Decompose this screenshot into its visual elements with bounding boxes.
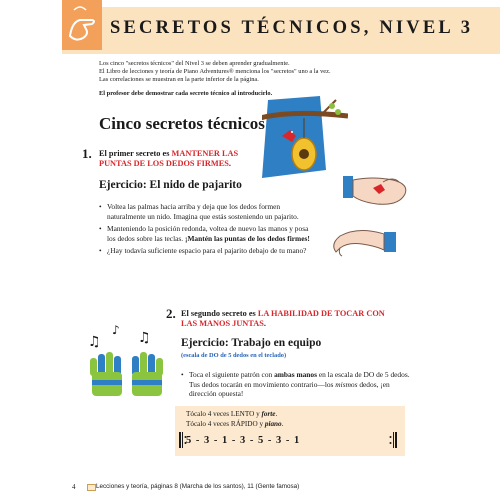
secret-statement <box>181 309 386 329</box>
bullet-dot: • <box>99 246 102 255</box>
bullet-text: en la escala de DO de 5 dedos. Tus dedos tocarán en movimiento contrario—los <box>189 370 410 389</box>
practice-line <box>186 420 283 428</box>
page-title: SECRETOS TÉCNICOS, NIVEL 3 <box>110 18 474 38</box>
page-number: 4 <box>72 483 76 491</box>
repeat-end-icon <box>388 432 398 448</box>
secret-highlight: LA HABILIDAD DE TOCAR CON LAS MANOS JUNTAS <box>181 309 385 328</box>
music-note-icon: ♫ <box>88 334 101 350</box>
exercise-subtitle: (escala de DO de 5 dedos en el teclado) <box>181 352 287 359</box>
practice-text: Tócalo 4 veces RÁPIDO y <box>186 420 265 428</box>
bullet-emphasis: ambas manos <box>274 370 317 379</box>
secret-highlight: MANTENER LAS PUNTAS DE LOS DEDOS FIRMES <box>99 149 239 168</box>
intro-line: Las correlaciones se muestran en la parte inferior de la página. <box>99 76 259 83</box>
curved-hand-illustration <box>328 222 400 262</box>
secret-number: 1. <box>82 146 92 161</box>
exercise-title: Ejercicio: El nido de pajarito <box>99 179 242 191</box>
dynamic-marking: piano <box>264 420 282 428</box>
secret-end: . <box>228 159 231 168</box>
secret-lead: El segundo secreto es <box>181 309 258 318</box>
finger-pattern: 5 - 3 - 1 - 3 - 5 - 3 - 1 <box>186 435 301 446</box>
bullet-text: ¿Hay todavía suficiente espacio para el pajarito debajo de tu mano? <box>107 246 307 255</box>
exercise-title: Ejercicio: Trabajo en equipo <box>181 337 322 349</box>
bird-nest-illustration <box>262 96 348 190</box>
bullet-text: Manteniendo la posición redonda, voltea de nuevo las manos y posa los dedos sobre las teclas. <box>107 224 309 243</box>
practice-text: Tócalo 4 veces LENTO y <box>186 410 262 418</box>
dynamic-marking: forte <box>261 410 276 418</box>
music-note-icon: ♪ <box>112 323 120 337</box>
hand-with-bird-illustration <box>343 170 413 218</box>
bullet-emphasis: ¡Mantén las puntas de los dedos firmes! <box>185 233 310 243</box>
intro-line: El Libro de lecciones y teoría de Piano Adventures® menciona los "secretos" uno a la vez. <box>99 68 331 75</box>
bullet-italic: mismos <box>335 379 358 389</box>
bullet-item <box>99 202 312 221</box>
bullet-dot: • <box>99 224 102 233</box>
section-heading: Cinco secretos técnicos <box>99 114 265 133</box>
secret-end: . <box>263 319 266 328</box>
bullet-dot: • <box>99 202 102 211</box>
practice-text: . <box>275 410 278 418</box>
bullet-item <box>99 246 322 256</box>
intro-line: Los cinco "secretos técnicos" del Nivel 3 se deben aprender gradualmente. <box>99 60 290 67</box>
pointing-hand-icon <box>62 0 102 50</box>
book-icon <box>87 484 96 491</box>
gloves-illustration <box>80 322 176 402</box>
secret-number: 2. <box>166 306 176 321</box>
bullet-text: dedos, ¡en dirección opuesta! <box>189 379 390 399</box>
secret-lead: El primer secreto es <box>99 149 172 158</box>
secret-statement <box>99 149 269 169</box>
practice-text: . <box>281 420 284 428</box>
practice-line <box>186 410 277 418</box>
music-note-icon: ♫ <box>138 330 151 346</box>
bullet-dot: • <box>181 370 184 379</box>
bullet-item <box>99 224 317 243</box>
bullet-text: Voltea las palmas hacia arriba y deja que los dedos formen naturalmente un nido. Imagina que estás sosteniendo un pajarito. <box>107 202 299 221</box>
header-icon-box <box>62 0 102 50</box>
bullet-item <box>181 370 414 399</box>
teacher-note: El profesor debe demostrar cada secreto técnico al introducirlo. <box>99 90 273 97</box>
bullet-text: Toca el siguiente patrón con <box>189 370 275 379</box>
footer-reference: Lecciones y teoría, páginas 8 (Marcha de los santos), 11 (Gente famosa) <box>96 483 300 490</box>
